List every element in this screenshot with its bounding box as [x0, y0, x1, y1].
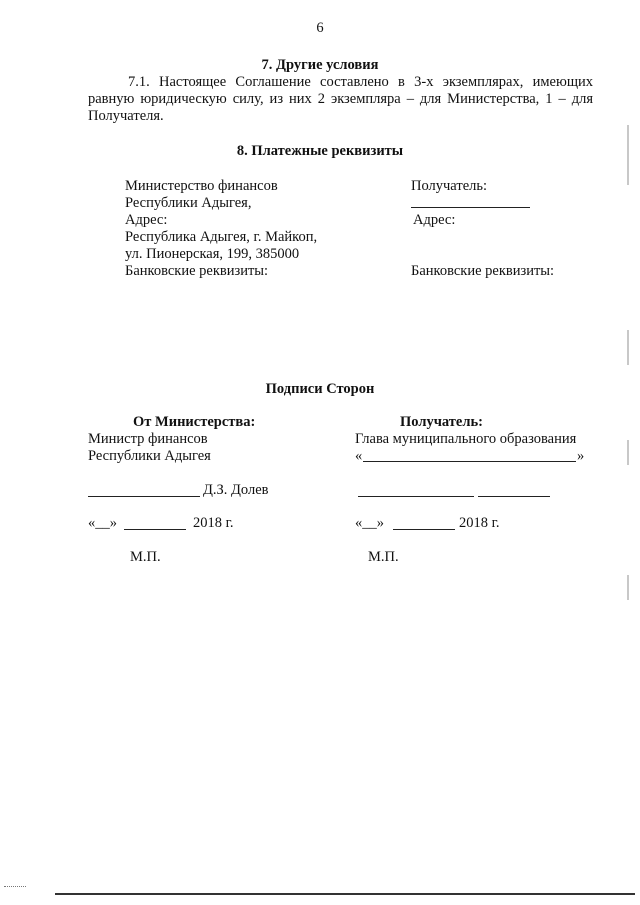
ministry-stamp-label: М.П. [130, 549, 161, 565]
section-7-title: 7. Другие условия [261, 57, 379, 73]
section-8-title: 8. Платежные реквизиты [236, 143, 404, 159]
recipient-signer-title: Глава муниципального образования [355, 431, 577, 447]
recipient-stamp-label: М.П. [368, 549, 399, 565]
section-7-paragraph: 7.1. Настоящее Соглашение составлено в 3-х экземплярах, имеющих равную юридическую силу, из них 2 экземпляра – для Министерства, 1 – для Получателя. [88, 74, 593, 124]
ministry-date-year: 2018 г. [193, 515, 234, 531]
recipient-name-line [411, 207, 530, 208]
ministry-name-line1: Министерство финансов [125, 178, 278, 194]
ministry-address-line1: Республика Адыгея, г. Майкоп, [125, 229, 318, 245]
ministry-address-line2: ул. Пионерская, 199, 385000 [125, 246, 300, 262]
recipient-label: Получатель: [411, 178, 488, 194]
recipient-date-month-line [393, 529, 455, 530]
recipient-signature-header: Получатель: [400, 414, 483, 430]
page-number: 6 [316, 20, 324, 36]
ministry-date-day: «__» [88, 515, 117, 531]
ministry-signer-title-line1: Министр финансов [88, 431, 208, 447]
ministry-name-line2: Республики Адыгея, [125, 195, 252, 211]
recipient-quote-close: » [577, 448, 585, 464]
recipient-date-day: «__» [355, 515, 384, 531]
scan-artifact [4, 886, 26, 888]
ministry-address-label: Адрес: [125, 212, 168, 228]
signatures-title: Подписи Сторон [265, 381, 375, 397]
recipient-signature-line [358, 496, 474, 497]
scan-artifact [55, 893, 635, 895]
recipient-municipality-line [363, 461, 576, 462]
scan-artifact [627, 575, 629, 600]
ministry-signer-title-line2: Республики Адыгея [88, 448, 211, 464]
ministry-date-month-line [124, 529, 186, 530]
recipient-bank-label: Банковские реквизиты: [411, 263, 555, 279]
ministry-signature-header: От Министерства: [133, 414, 256, 430]
ministry-bank-label: Банковские реквизиты: [125, 263, 269, 279]
ministry-signature-line [88, 496, 200, 497]
scan-artifact [627, 330, 629, 365]
ministry-signer-name: Д.З. Долев [203, 482, 269, 498]
recipient-quote-open: « [355, 448, 363, 464]
recipient-date-year: 2018 г. [459, 515, 500, 531]
recipient-address-label: Адрес: [413, 212, 456, 228]
recipient-name-line [478, 496, 550, 497]
scan-artifact [627, 440, 629, 465]
